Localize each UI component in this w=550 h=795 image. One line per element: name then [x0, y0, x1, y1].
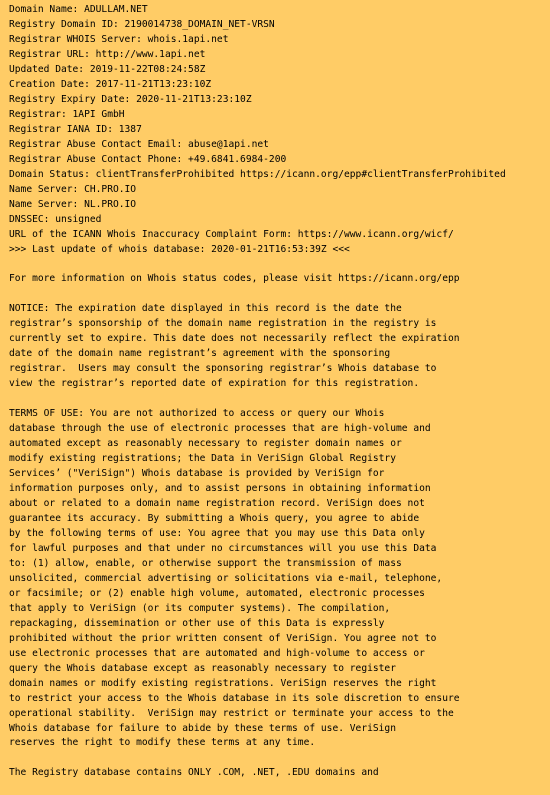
whois-field-line: >>> Last update of whois database: 2020-01-21T16:53:39Z <<<	[9, 243, 350, 255]
notice-block	[9, 302, 550, 392]
whois-field-line: Name Server: NL.PRO.IO	[9, 198, 137, 210]
terms-line: query the Whois database except as reasonably necessary to register	[9, 662, 396, 674]
notice-line: registrar. Users may consult the sponsoring registrar’s Whois database to	[9, 363, 437, 375]
whois-field-line: DNSSEC: unsigned	[9, 213, 102, 225]
terms-of-use-block	[9, 407, 550, 751]
terms-line: operational stability. VeriSign may restrict or terminate your access to the	[9, 707, 454, 719]
terms-line: guarantee its accuracy. By submitting a Whois query, you agree to abide	[9, 512, 420, 524]
blank-line	[9, 751, 550, 766]
whois-field-line: Creation Date: 2017-11-21T13:23:10Z	[9, 78, 212, 90]
whois-field-line: Domain Status: clientTransferProhibited https://icann.org/epp#clientTransferProhibited	[9, 168, 506, 180]
terms-line: Services’ ("VeriSign") Whois database is provided by VeriSign for	[9, 468, 385, 480]
terms-line: that apply to VeriSign (or its computer systems). The compilation,	[9, 602, 391, 614]
terms-line: unsolicited, commercial advertising or solicitations via e-mail, telephone,	[9, 572, 443, 584]
blank-line	[9, 287, 550, 302]
terms-line: for lawful purposes and that under no circumstances will you use this Data	[9, 542, 437, 554]
notice-line: view the registrar’s reported date of expiration for this registration.	[9, 378, 420, 390]
terms-line: by the following terms of use: You agree that you may use this Data only	[9, 527, 425, 539]
terms-line: to restrict your access to the Whois database in its sole discretion to ensure	[9, 692, 460, 704]
terms-line: automated except as reasonably necessary to register domain names or	[9, 438, 402, 450]
blank-line	[9, 392, 550, 407]
notice-line: date of the domain name registrant’s agreement with the sponsoring	[9, 348, 391, 360]
whois-field-line: Registrar Abuse Contact Phone: +49.6841.6984-200	[9, 153, 287, 165]
registry-info-line: The Registry database contains ONLY .COM, .NET, .EDU domains and	[9, 767, 379, 779]
notice-line: registrar’s sponsorship of the domain name registration in the registry is	[9, 318, 437, 330]
whois-field-line: Registrar IANA ID: 1387	[9, 123, 142, 135]
whois-field-line: Updated Date: 2019-11-22T08:24:58Z	[9, 63, 206, 75]
terms-line: use electronic processes that are automated and high-volume to access or	[9, 647, 425, 659]
notice-line: NOTICE: The expiration date displayed in this record is the date the	[9, 303, 402, 315]
whois-field-line: Domain Name: ADULLAM.NET	[9, 4, 148, 15]
terms-line: domain names or modify existing registrations. VeriSign reserves the right	[9, 677, 437, 689]
whois-field-line: Name Server: CH.PRO.IO	[9, 183, 137, 195]
terms-line: database through the use of electronic processes that are high-volume and	[9, 423, 431, 435]
terms-line: or facsimile; or (2) enable high volume, automated, electronic processes	[9, 587, 425, 599]
blank-line	[9, 257, 550, 272]
terms-line: information purposes only, and to assist persons in obtaining information	[9, 483, 431, 494]
terms-line: reserves the right to modify these terms at any time.	[9, 737, 316, 749]
terms-line: to: (1) allow, enable, or otherwise support the transmission of mass	[9, 557, 402, 569]
whois-field-line: Registrar Abuse Contact Email: abuse@1api.net	[9, 138, 269, 150]
whois-fields-block	[9, 3, 550, 257]
registry-info-block	[9, 766, 550, 781]
whois-field-line: URL of the ICANN Whois Inaccuracy Complaint Form: https://www.icann.org/wicf/	[9, 228, 454, 240]
whois-field-line: Registrar URL: http://www.1api.net	[9, 48, 206, 60]
whois-field-line: Registrar: 1API GmbH	[9, 108, 125, 120]
terms-line: about or related to a domain name registration record. VeriSign does not	[9, 497, 425, 509]
status-codes-info-line: For more information on Whois status codes, please visit https://icann.org/epp	[9, 273, 460, 285]
whois-field-line: Registrar WHOIS Server: whois.1api.net	[9, 33, 229, 45]
terms-line: TERMS OF USE: You are not authorized to access or query our Whois	[9, 408, 385, 420]
terms-line: modify existing registrations; the Data in VeriSign Global Registry	[9, 453, 396, 465]
terms-line: repackaging, dissemination or other use of this Data is expressly	[9, 617, 385, 629]
terms-line: prohibited without the prior written consent of VeriSign. You agree not to	[9, 632, 437, 644]
notice-line: currently set to expire. This date does not necessarily reflect the expiration	[9, 333, 460, 345]
whois-field-line: Registry Domain ID: 2190014738_DOMAIN_NET-VRSN	[9, 18, 275, 30]
whois-field-line: Registry Expiry Date: 2020-11-21T13:23:10Z	[9, 93, 252, 105]
terms-line: Whois database for failure to abide by these terms of use. VeriSign	[9, 722, 396, 734]
